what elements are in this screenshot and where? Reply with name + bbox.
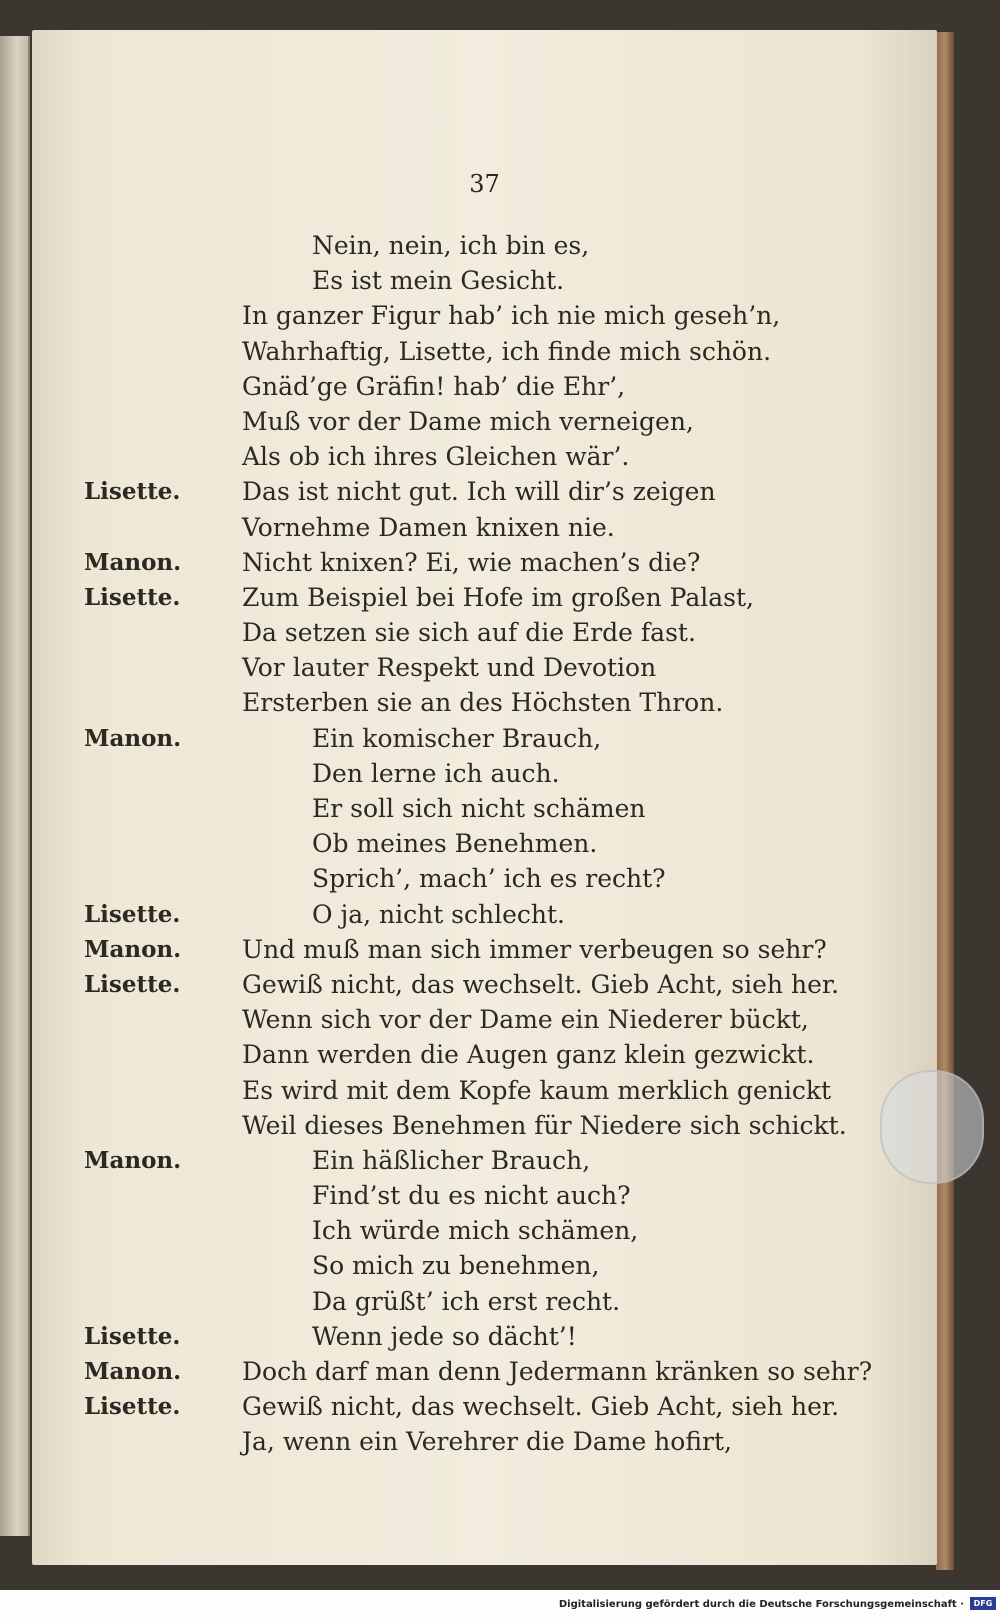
verse-text: Da grüßt’ ich erst recht. (312, 1286, 621, 1316)
verse-text: Muß vor der Dame mich verneigen, (242, 406, 694, 436)
verse-text: Vor lauter Respekt und Devotion (242, 653, 657, 683)
verse-text: Vornehme Damen knixen nie. (242, 512, 615, 542)
verse-text: Und muß man sich immer verbeugen so sehr? (242, 934, 827, 964)
footer-bar (0, 1590, 1000, 1617)
verse-line (32, 721, 937, 756)
speaker-name: Lisette. (84, 1322, 181, 1350)
footer-credit: Digitalisierung gefördert durch die Deutsche Forschungsgemeinschaft · (558, 1599, 964, 1610)
speaker-name: Lisette. (84, 1393, 181, 1421)
speaker-name: Lisette. (84, 478, 181, 506)
verse-line (32, 685, 937, 720)
verse-line (32, 1284, 937, 1319)
verse-line (32, 1143, 937, 1178)
verse-text: Ja, wenn ein Verehrer die Dame hofirt, (242, 1427, 732, 1457)
left-page-edge (0, 36, 30, 1536)
verse-line (32, 1178, 937, 1213)
verse-line (32, 369, 937, 404)
verse-line (32, 1108, 937, 1143)
verse-line (32, 1073, 937, 1108)
verse-text: Zum Beispiel bei Hofe im großen Palast, (242, 582, 754, 612)
speaker-name: Manon. (84, 724, 182, 752)
verse-text: Sprich’, mach’ ich es recht? (312, 864, 666, 894)
verse-line (32, 298, 937, 333)
verse-text: Da setzen sie sich auf die Erde fast. (242, 618, 696, 648)
verse-text: Ein häßlicher Brauch, (312, 1145, 591, 1175)
verse-line (32, 967, 937, 1002)
verse-line (32, 474, 937, 509)
verse-line (32, 1037, 937, 1072)
speaker-name: Lisette. (84, 970, 181, 998)
verse-line (32, 1424, 937, 1459)
verse-text: Ob meines Benehmen. (312, 829, 598, 859)
verse-text: Dann werden die Augen ganz klein gezwickt. (242, 1040, 815, 1070)
verse-text: Es ist mein Gesicht. (312, 266, 565, 296)
page-number: 37 (469, 170, 500, 198)
verse-line (32, 1389, 937, 1424)
verse-text: Wenn sich vor der Dame ein Niederer bückt, (242, 1005, 809, 1035)
verse-text: Es wird mit dem Kopfe kaum merklich genickt (242, 1075, 832, 1105)
verse-line (32, 1319, 937, 1354)
verse-text: Er soll sich nicht schämen (312, 794, 646, 823)
verse-text: Als ob ich ihres Gleichen wär’. (242, 442, 630, 472)
verse-text: Wenn jede so dächt’! (312, 1321, 577, 1351)
verse-line (32, 897, 937, 932)
verse-line (32, 756, 937, 791)
verse-text: In ganzer Figur hab’ ich nie mich geseh’n, (242, 301, 781, 331)
verse-text: Ich würde mich schämen, (312, 1216, 639, 1246)
verse-line (32, 228, 937, 263)
verse-text: Doch darf man denn Jedermann kränken so sehr? (242, 1357, 873, 1386)
verse-line (32, 545, 937, 580)
verse-text: Find’st du es nicht auch? (312, 1181, 631, 1211)
verse-line (32, 791, 937, 826)
dfg-logo: DFG (970, 1597, 996, 1610)
verse-line (32, 861, 937, 896)
verse-line (32, 1213, 937, 1248)
verse-text: Nicht knixen? Ei, wie machen’s die? (242, 547, 701, 577)
book-page (32, 30, 937, 1565)
verse-text: Das ist nicht gut. Ich will dir’s zeigen (242, 477, 716, 507)
speaker-name: Lisette. (84, 583, 181, 611)
verse-text: Wahrhaftig, Lisette, ich finde mich schön. (242, 336, 772, 366)
verse-line (32, 404, 937, 439)
verse-text: Nein, nein, ich bin es, (312, 231, 590, 260)
verse-line (32, 1002, 937, 1037)
verse-line (32, 1354, 937, 1389)
page-holder-thumb (880, 1070, 984, 1184)
verse-text: O ja, nicht schlecht. (312, 899, 566, 929)
verse-text: So mich zu benehmen, (312, 1251, 600, 1281)
verse-text: Weil dieses Benehmen für Niedere sich schickt. (242, 1110, 847, 1140)
verse-line (32, 615, 937, 650)
verse-text: Gewiß nicht, das wechselt. Gieb Acht, sieh her. (242, 969, 840, 999)
speaker-name: Lisette. (84, 900, 181, 928)
verse-line (32, 439, 937, 474)
verse-text: Den lerne ich auch. (312, 758, 560, 788)
verse-text: Gnäd’ge Gräfin! hab’ die Ehr’, (242, 371, 626, 401)
verse-line (32, 263, 937, 298)
speaker-name: Manon. (84, 548, 182, 576)
verse-text: Ersterben sie an des Höchsten Thron. (242, 688, 724, 718)
verse-line (32, 826, 937, 861)
speaker-name: Manon. (84, 1358, 182, 1385)
verse-line (32, 580, 937, 615)
verse-line (32, 650, 937, 685)
speaker-name: Manon. (84, 1146, 182, 1174)
verse-block (32, 228, 937, 1460)
verse-text: Ein komischer Brauch, (312, 723, 602, 753)
speaker-name: Manon. (84, 935, 182, 963)
verse-text: Gewiß nicht, das wechselt. Gieb Acht, sieh her. (242, 1392, 840, 1422)
verse-line (32, 932, 937, 967)
verse-line (32, 1248, 937, 1283)
book-cover-edge (936, 32, 954, 1570)
verse-line (32, 510, 937, 545)
verse-line (32, 334, 937, 369)
